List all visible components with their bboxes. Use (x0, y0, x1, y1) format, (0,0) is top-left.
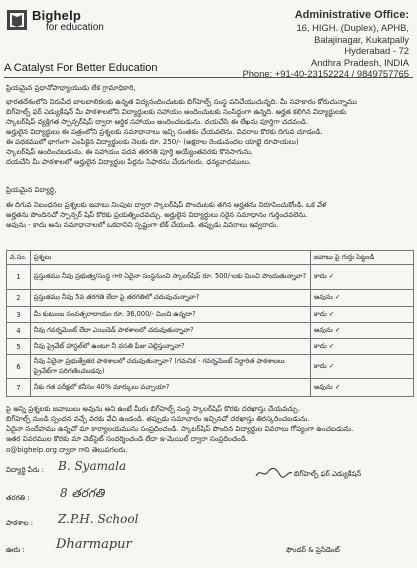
question-text: నీవు ఏదైనా ప్రభుత్వేతర పాఠశాలలో చదువుతున్నావా? (గమనిక - గవర్నమెంట్ నిర్ధారిత పాఠశాలలు ప్రైవేట్‌గా పరిగణించబడవు) (30, 355, 310, 379)
header-divider (4, 77, 413, 78)
brand-name: Bighelp (32, 8, 82, 23)
office-phone: Phone: +91-40-23152224 / 9849757765 (242, 68, 409, 80)
org-label: బిగ్‌హెల్ప్ ఫర్ ఎడ్యుకేషన్ (294, 470, 362, 478)
answer-cell[interactable] (311, 323, 414, 339)
table-row (7, 307, 414, 323)
village-value[interactable]: Dharmapur (56, 537, 132, 552)
address-line: 16, HIGH. (Duplex), APHB, (296, 22, 409, 33)
intro-line: ఈ పథకములో భాగంగా ఎంపికైన విద్యార్థులకు నెలకు రూ. 250/- (అక్షరాల రెండువందల యాభై రూపాయలు) (6, 138, 299, 146)
question-text: నీవు ప్రైవేట్ హాస్టల్‌లో ఉంటూ నీ వసతి ఫీజు చెల్లిస్తున్నావా? (30, 339, 310, 355)
row-number: 4 (7, 323, 31, 339)
intro-line: స్కాలర్‌షిప్ వ్యక్తిగత స్పాన్సర్‌షిప్ ద్వారా ఆర్థిక సహాయం అందించబడును. దయచేసి ఈ లేఖను పూర్తిగా చదవండి. (6, 118, 309, 126)
question-text: మీ కుటుంబ సంవత్సరాదాయం రూ. 36,000/- మించి ఉన్నదా? (30, 307, 310, 323)
footer-line: పై అన్ని ప్రశ్నలకు జవాబులు అవును అని ఉంటే మీరు బిగ్‌హెల్ప్ సంస్థ స్కాలర్‌షిప్ కొరకు దరఖాస్తు చేయవచ్చు. (6, 405, 300, 413)
answer-cell[interactable] (311, 265, 414, 290)
row-number: 5 (7, 339, 31, 355)
instruction-line: అర్హతను పొందినచో స్పాన్సర్ షిప్ కొరకు ప్రయత్నించవచ్చు. అర్హులైన విద్యార్థులు సరైన సమాధానం గుర్తించవలెను. (6, 211, 308, 219)
answer-mark: కాదు ✓ (314, 361, 335, 370)
intro-line: స్కాలర్‌షిప్ అందించబడును. ఈ సహాయం పదవ తరగతి పూర్తి అయ్యేంతవరకు కొనసాగును. (6, 148, 253, 156)
intro-line: బిగ్‌హెల్ప్ ఫర్ ఎడ్యుకేషన్ మీ పాఠశాలలోని విద్యార్థులకు సహాయం అందించుటకు సంసిద్ధంగా ఉన్నది. అర్హత కలిగిన విద్యార్థులకు (6, 108, 347, 116)
answer-mark: అవును ✓ (314, 382, 341, 391)
col-header-answer: జవాబు పై గుర్తు పెట్టండి (311, 251, 414, 265)
bighelp-logo-icon (6, 8, 28, 32)
school-value[interactable]: Z.P.H. School (58, 512, 139, 526)
founder-label: ఫౌండర్ & ప్రెసిడెంట్ (286, 546, 340, 554)
class-value[interactable]: 8 తరగతి (60, 486, 105, 500)
salutation-student: ప్రియమైన విద్యార్థి, (6, 186, 57, 194)
office-address (229, 9, 409, 80)
address-line: Hyderabad - 72 (344, 45, 409, 57)
class-label: తరగతి : (6, 494, 30, 502)
tagline: A Catalyst For Better Education (4, 62, 158, 74)
intro-line: అర్హులైన విద్యార్థులు ఈ పత్రంలోని ప్రశ్నలకు సమాధానాలు ఇచ్చి సంతకం చేయవలెను. వివరాల కొరకు దిగువ చూడండి. (6, 128, 323, 136)
question-text: ప్రస్తుతము నీవు ప్రభుత్వ/సంస్థ గారి ఏదైనా సంస్థనుంచి స్కాలర్‌షిప్ రూ. 500/-లకు మించి పొందుతున్నావా? (30, 265, 310, 290)
table-row (7, 290, 414, 307)
founder-signature-icon (254, 466, 294, 480)
instruction-line: ఈ దిగువ నిబంధనల ప్రశ్నలకు జవాబు నింపుట ద్వారా స్కాలర్‌షిప్ పొందుటకు తగిన అర్హతను నిరూపించుకోండి. ఒక వేళ (6, 201, 327, 209)
row-number: 7 (7, 379, 31, 397)
row-number: 6 (7, 355, 31, 379)
intro-line: దయచేసి మీ పాఠశాలలో అర్హులైన విద్యార్థుల పేర్లను సిఫారసు చేయగలరు. ధన్యవాదములు. (6, 158, 252, 166)
table-row (7, 355, 414, 379)
answer-cell[interactable] (311, 379, 414, 397)
brand-subtitle: for education (46, 22, 104, 33)
answer-mark: అవును ✓ (314, 293, 341, 301)
footer-line: o@bighelp.org ద్వారా గాని తెలుపగలరు. (6, 446, 128, 454)
school-label: పాఠశాల : (6, 519, 34, 527)
table-row (7, 323, 414, 339)
table-row (7, 265, 414, 290)
footer-line: బిగ్‌హెల్ప్ నుండి స్పందన వచ్చే వరకు వేచి ఉండండి. తప్పుడు సమాచారం ఇచ్చినచో దరఖాస్తు తిరస్కరించబడును. (6, 415, 310, 423)
footer-line: ఏదైనా సందేహము ఉన్నచో మా కార్యాలయమును సంప్రదించండి. స్కాలర్‌షిప్ పొందిన విద్యార్థుల వివరాలు గోప్యంగా ఉంచబడును. (6, 425, 354, 433)
table-row (7, 379, 414, 397)
answer-cell[interactable] (311, 307, 414, 323)
row-number: 2 (7, 290, 31, 307)
answer-mark: కాదు ✓ (314, 341, 335, 350)
office-title: Administrative Office: (294, 9, 409, 21)
row-number: 3 (7, 307, 31, 323)
question-text: ప్రస్తుతము నీవు 5వ తరగతి లేదా పై తరగతిలో చదువుచున్నావా? (30, 290, 310, 307)
footer-line: ఇతర వివరముల కొరకు మా వెబ్‌సైట్ సందర్శించండి లేదా ఇ-మెయిల్ ద్వారా సంప్రదించండి. (6, 435, 249, 443)
question-text: నీవు గవర్నమెంట్ లేదా ఎయిడెడ్ పాఠశాలలో చదువుతున్నావా? (30, 323, 310, 339)
eligibility-question-table (6, 250, 414, 397)
instruction-line: అవును - కాదు అను సమాధానాలలో ఒకదానిని స్పష్టంగా టిక్ చేయండి. తప్పుడు వివరాలు ఇవ్వరాదు. (6, 221, 279, 229)
address-line: Balajinagar, Kukatpally (314, 33, 409, 45)
row-number: 1 (7, 265, 31, 290)
col-header-question: ప్రశ్నలు (30, 251, 310, 265)
village-label: ఊరు : (6, 546, 25, 554)
answer-cell[interactable] (311, 290, 414, 307)
table-row (7, 339, 414, 355)
student-name-value[interactable]: B. Syamala (58, 459, 127, 473)
answer-mark: కాదు ✓ (314, 272, 335, 280)
salutation: ప్రియమైన ప్రధానోపాధ్యాయుడు లేక గ్రామాధికారి, (6, 84, 136, 92)
answer-mark: కాదు ✓ (314, 309, 335, 318)
address-line: Andhra Pradesh, INDIA (311, 56, 409, 68)
student-name-label: విద్యార్థి పేరు : (6, 466, 44, 474)
answer-cell[interactable] (311, 339, 414, 355)
answer-mark: అవును ✓ (314, 325, 341, 334)
col-header-no: వ.సం. (7, 251, 31, 265)
answer-cell[interactable] (311, 355, 414, 379)
question-text: నీకు గత పరీక్షలో కనీసం 40% మార్కులు వచ్చాయా? (30, 379, 310, 397)
table-header-row (7, 251, 414, 265)
intro-line: భారతదేశంలోని నిరుపేద బాలబాలికలకు ఉన్నత విద్యనందించుటకు బిగ్‌హెల్ప్ సంస్థ పనిచేయుచున్నది. మీ సహకారం కోరుచున్నాము (6, 98, 357, 106)
